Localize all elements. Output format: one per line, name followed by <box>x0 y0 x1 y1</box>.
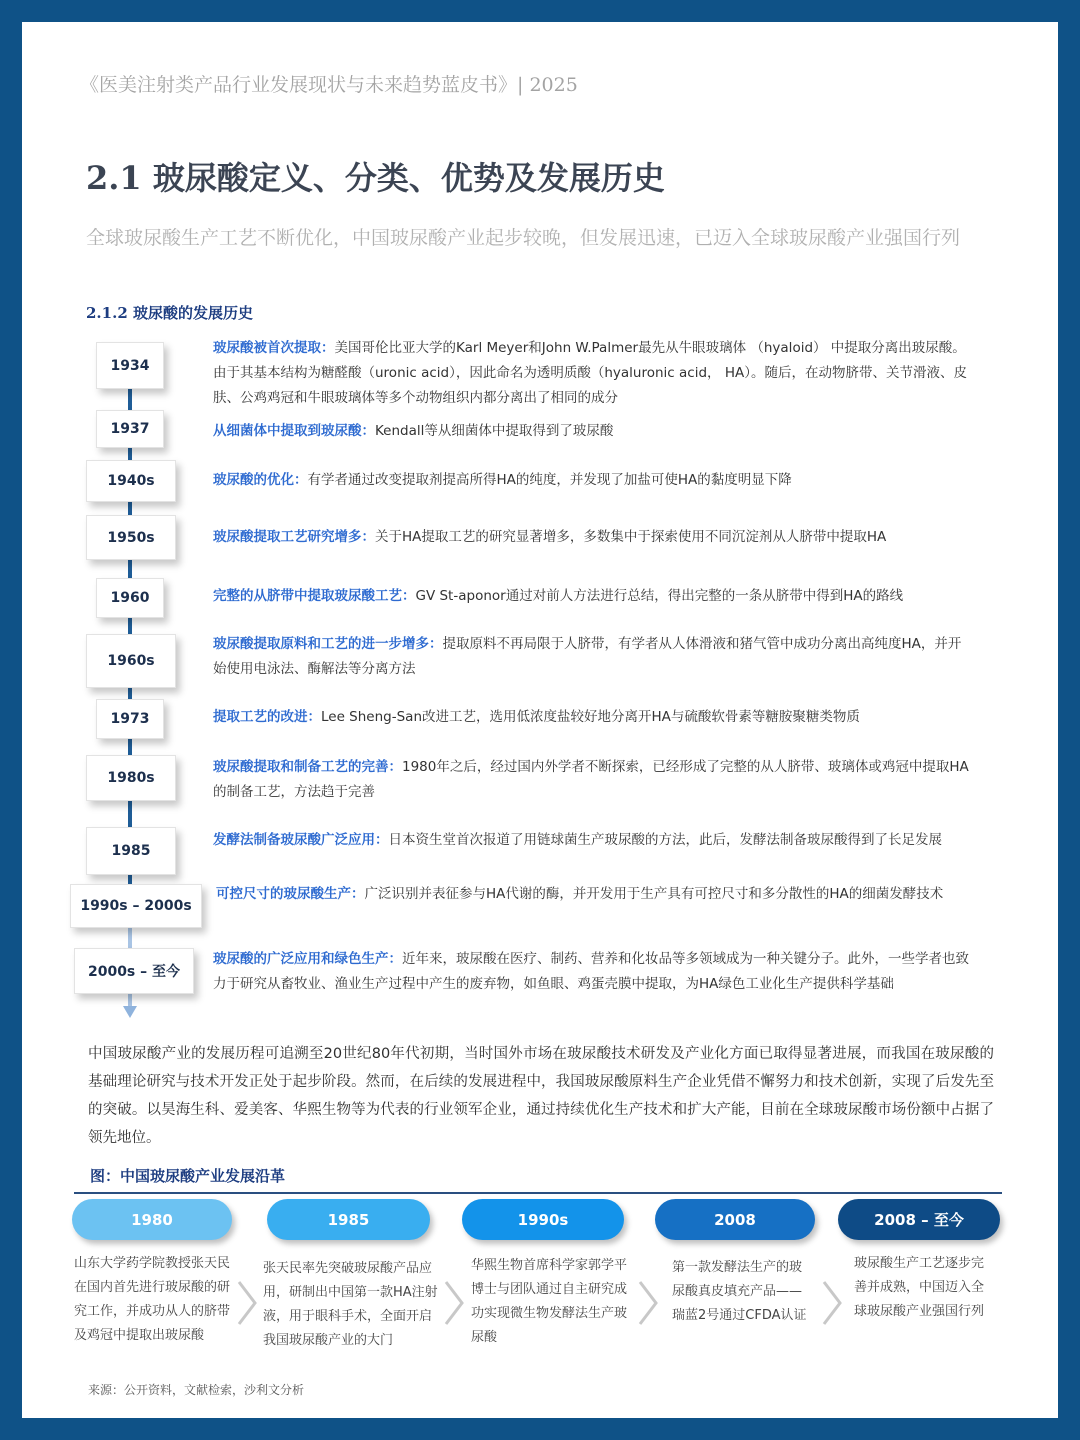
year-box-1934 <box>96 342 164 389</box>
event-text: 提取原料不再局限于人脐带，有学者从人体滑液和猪气管中成功分离出高纯度HA，并开始使用电泳法、酶解法等分离方法 <box>213 636 962 677</box>
event-text: 有学者通过改变提取剂提高所得HA的纯度，并发现了加盐可使HA的黏度明显下降 <box>307 472 792 488</box>
stage-year: 1990s <box>517 1210 569 1229</box>
stage-pill-1980 <box>72 1199 232 1240</box>
year-box-1960s <box>86 634 176 688</box>
event-text: GV St-aponor通过对前人方法进行总结，得出完整的一条从脐带中得到HA的路线 <box>415 588 904 604</box>
year-label: 1985 <box>111 843 151 859</box>
event-text: 广泛识别并表征参与HA代谢的酶，并开发用于生产具有可控尺寸和多分散性的HA的细菌发酵技术 <box>364 886 944 902</box>
event-heading: 玻尿酸提取工艺研究增多： <box>213 529 375 545</box>
timeline-arrowhead <box>123 1006 137 1018</box>
year-label: 1980s <box>107 770 155 786</box>
year-label: 1960s <box>107 653 155 669</box>
timeline-event <box>213 419 973 444</box>
year-label: 1937 <box>110 421 150 437</box>
timeline-event <box>213 584 973 609</box>
stage-year: 2008 <box>714 1210 756 1229</box>
timeline-event <box>213 705 973 730</box>
stage-year: 1985 <box>327 1210 370 1229</box>
year-box-1973 <box>96 699 164 739</box>
event-text: 日本资生堂首次报道了用链球菌生产玻尿酸的方法，此后，发酵法制备玻尿酸得到了长足发展 <box>388 832 942 848</box>
timeline-event <box>213 828 973 853</box>
year-box-1980s <box>86 755 176 801</box>
stage-text: 张天民率先突破玻尿酸产品应用，研制出中国第一款HA注射液，用于眼科手术，全面开启我国玻尿酸产业的大门 <box>263 1261 438 1348</box>
event-heading: 玻尿酸的广泛应用和绿色生产： <box>213 951 402 967</box>
year-box-1950s <box>86 515 176 560</box>
chevron-right-icon <box>634 1278 662 1328</box>
source-note: 来源：公开资料，文献检索，沙利文分析 <box>88 1383 305 1397</box>
year-box-1990s-2000s <box>70 884 202 928</box>
event-heading: 提取工艺的改进： <box>213 709 321 725</box>
year-box-1937 <box>96 410 164 448</box>
year-label: 1950s <box>107 529 155 546</box>
chevron-right-icon <box>440 1278 468 1328</box>
year-label: 1934 <box>110 357 150 374</box>
event-heading: 玻尿酸的优化： <box>213 472 308 488</box>
event-text: Kendall等从细菌体中提取得到了玻尿酸 <box>375 423 614 439</box>
timeline-event <box>213 336 973 411</box>
year-label: 1990s – 2000s <box>80 898 192 914</box>
event-text: 近年来，玻尿酸在医疗、制药、营养和化妆品等多领域成为一种关键分子。此外，一些学者也致力于研究从畜牧业、渔业生产过程中产生的废弃物，如鱼眼、鸡蛋壳膜中提取，为HA绿色工业化生产提供科学基础 <box>213 951 969 992</box>
section-title: 2.1 玻尿酸定义、分类、优势及发展历史 <box>86 159 665 197</box>
timeline-event <box>213 632 973 682</box>
stage-pill-2008-now <box>838 1199 1000 1240</box>
stage-year: 2008 – 至今 <box>874 1211 964 1229</box>
event-heading: 玻尿酸被首次提取： <box>213 340 335 356</box>
event-heading: 发酵法制备玻尿酸广泛应用： <box>213 832 389 848</box>
figure-divider <box>74 1192 1002 1194</box>
stage-text: 山东大学药学院教授张天民在国内首先进行玻尿酸的研究工作，并成功从人的脐带及鸡冠中提取出玻尿酸 <box>74 1256 231 1343</box>
event-text: 关于HA提取工艺的研究显著增多，多数集中于探索使用不同沉淀剂从人脐带中提取HA <box>375 529 887 545</box>
stage-text: 华熙生物首席科学家郭学平博士与团队通过自主研究成功实现微生物发酵法生产玻尿酸 <box>471 1258 628 1345</box>
timeline-event <box>216 882 968 907</box>
year-box-1985 <box>86 827 176 875</box>
figure-title: 图：中国玻尿酸产业发展沿革 <box>90 1167 286 1185</box>
report-page <box>22 22 1058 1418</box>
timeline-event <box>213 947 973 997</box>
stage-pill-1985 <box>267 1199 430 1240</box>
year-label: 1973 <box>110 711 150 727</box>
year-box-1960 <box>96 578 164 618</box>
year-label: 1940s <box>107 473 155 489</box>
timeline-event <box>213 755 973 805</box>
year-box-2000s-now <box>74 948 194 994</box>
subsection-title: 2.1.2 玻尿酸的发展历史 <box>86 304 253 322</box>
event-heading: 可控尺寸的玻尿酸生产： <box>216 886 365 902</box>
event-heading: 玻尿酸提取和制备工艺的完善： <box>213 759 402 775</box>
stage-text: 第一款发酵法生产的玻尿酸真皮填充产品——瑞蓝2号通过CFDA认证 <box>672 1260 807 1323</box>
year-label: 1960 <box>110 590 150 606</box>
event-text: 美国哥伦比亚大学的Karl Meyer和John W.Palmer最先从牛眼玻璃体 （hyaloid） 中提取分离出玻尿酸。由于其基本结构为糖醛酸（uronic acid），因此命名为透明质酸（hyaluronic acid， HA）。随后，在动物脐带、关节滑液、皮肤、公鸡鸡冠和牛眼玻璃体等多个动物组织内都分离出了相同的成分 <box>213 340 967 406</box>
body-paragraph: 中国玻尿酸产业的发展历程可追溯至20世纪80年代初期，当时国外市场在玻尿酸技术研发及产业化方面已取得显著进展，而我国在玻尿酸的基础理论研究与技术开发正处于起步阶段。然而，在后续的发展进程中，我国玻尿酸原料生产企业凭借不懈努力和技术创新，实现了后发先至的突破。以昊海生科、爱美客、华熙生物等为代表的行业领军企业，通过持续优化生产技术和扩大产能，目前在全球玻尿酸市场份额中占据了领先地位。 <box>88 1046 994 1146</box>
chevron-right-icon <box>233 1278 261 1328</box>
stage-pill-2008 <box>655 1199 815 1240</box>
stage-pill-1990s <box>462 1199 624 1240</box>
report-header: 《医美注射类产品行业发展现状与未来趋势蓝皮书》| 2025 <box>80 74 578 96</box>
timeline-event <box>213 525 973 550</box>
event-text: Lee Sheng-San改进工艺，选用低浓度盐较好地分离开HA与硫酸软骨素等糖胺聚糖类物质 <box>321 709 860 725</box>
event-heading: 完整的从脐带中提取玻尿酸工艺： <box>213 588 416 604</box>
event-heading: 玻尿酸提取原料和工艺的进一步增多： <box>213 636 443 652</box>
section-subtitle: 全球玻尿酸生产工艺不断优化，中国玻尿酸产业起步较晚，但发展迅速，已迈入全球玻尿酸产业强国行列 <box>86 227 961 249</box>
chevron-right-icon <box>818 1278 846 1328</box>
timeline-event <box>213 468 973 493</box>
event-text: 1980年之后，经过国内外学者不断探索，已经形成了完整的从人脐带、玻璃体或鸡冠中提取HA的制备工艺，方法趋于完善 <box>213 759 969 800</box>
year-label: 2000s – 至今 <box>87 964 181 980</box>
year-box-1940s <box>86 460 176 502</box>
stage-text: 玻尿酸生产工艺逐步完善并成熟，中国迈入全球玻尿酸产业强国行列 <box>854 1256 985 1319</box>
stage-year: 1980 <box>131 1210 173 1229</box>
event-heading: 从细菌体中提取到玻尿酸： <box>213 423 375 439</box>
